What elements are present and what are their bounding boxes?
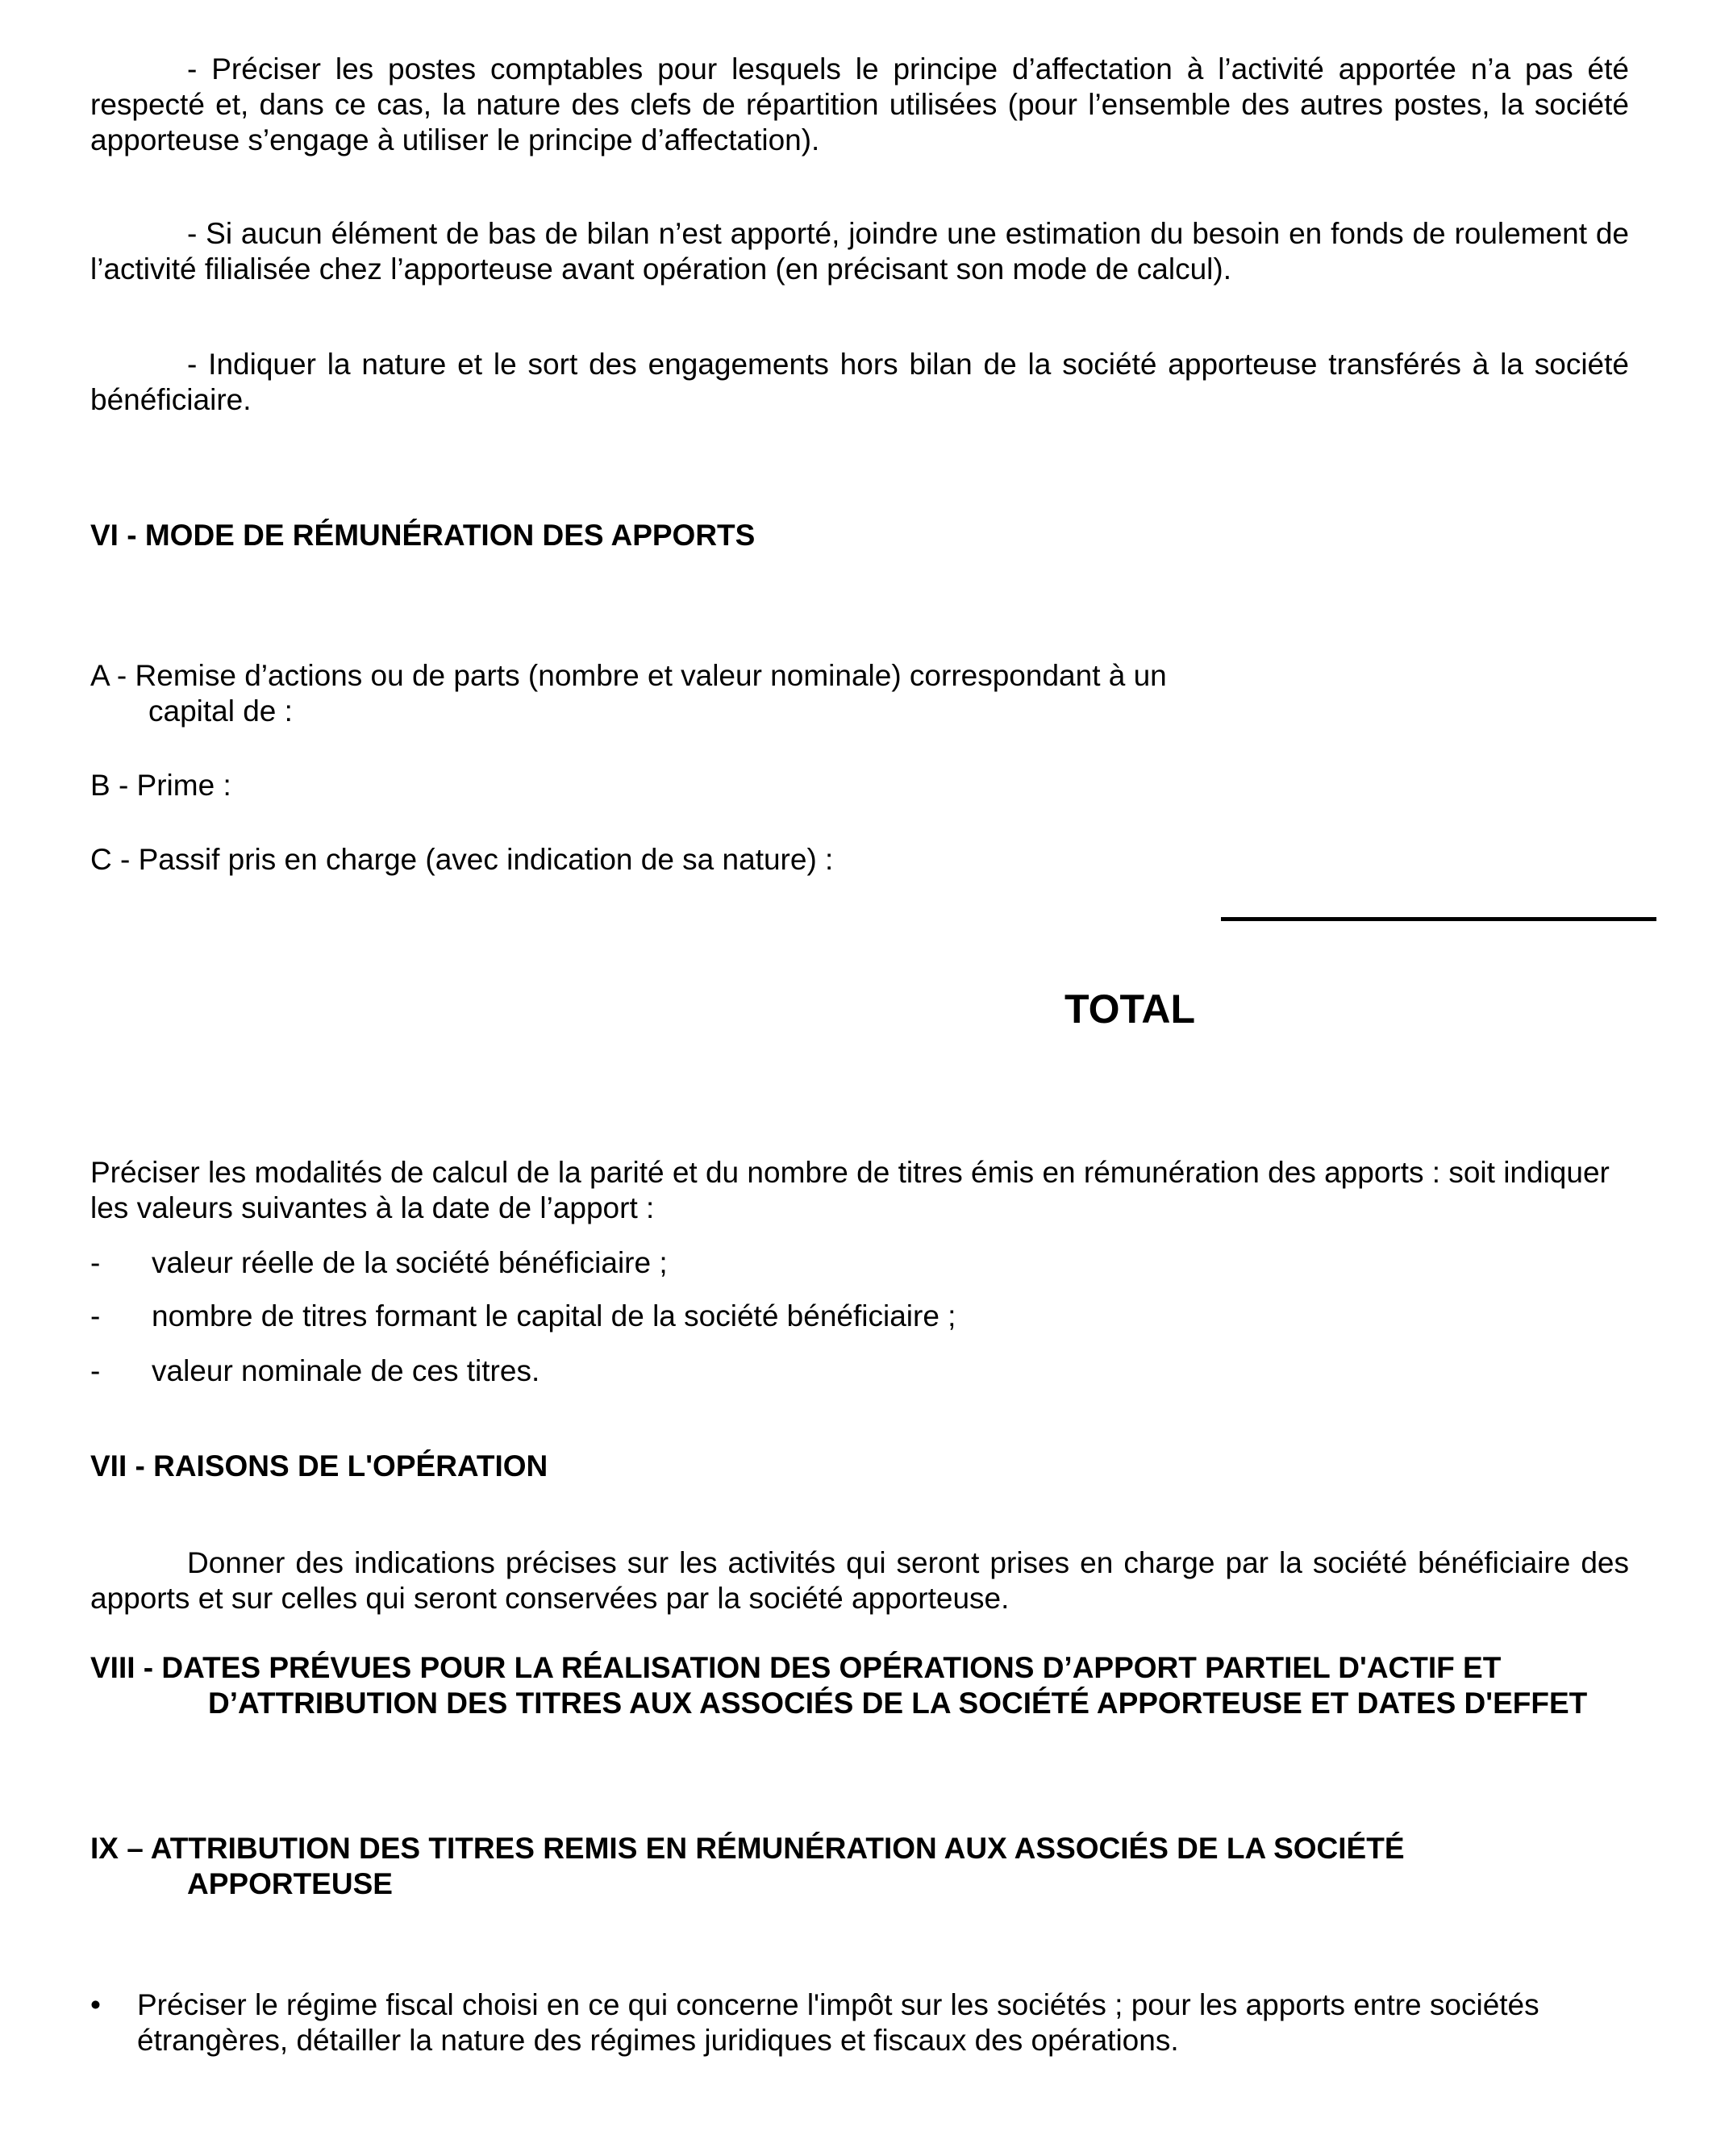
list-item-text: nombre de titres formant le capital de la société bénéficiaire ; bbox=[152, 1299, 956, 1332]
list-item-text: valeur réelle de la société bénéficiaire ; bbox=[152, 1246, 668, 1279]
section-ix-heading-line1: IX – ATTRIBUTION DES TITRES REMIS EN RÉMUNÉRATION AUX ASSOCIÉS DE LA SOCIÉTÉ bbox=[90, 1832, 1405, 1865]
bullet-icon: • bbox=[90, 1988, 101, 2021]
section-viii-heading-line1: VIII - DATES PRÉVUES POUR LA RÉALISATION DES OPÉRATIONS D’APPORT PARTIEL D'ACTIF ET bbox=[90, 1651, 1502, 1684]
section-viii-heading-line2: D’ATTRIBUTION DES TITRES AUX ASSOCIÉS DE LA SOCIÉTÉ APPORTEUSE ET DATES D'EFFET bbox=[208, 1687, 1588, 1720]
parity-paragraph: Préciser les modalités de calcul de la parité et du nombre de titres émis en rémunération des apports : soit indiquer les valeurs suivantes à la date de l’apport : bbox=[90, 1156, 1610, 1224]
item-a-line2: capital de : bbox=[148, 694, 293, 728]
total-label: TOTAL bbox=[1064, 986, 1196, 1032]
section-vi-heading: VI - MODE DE RÉMUNÉRATION DES APPORTS bbox=[90, 519, 756, 552]
section-vii-heading: VII - RAISONS DE L'OPÉRATION bbox=[90, 1449, 548, 1483]
list-dash: - bbox=[90, 1354, 101, 1387]
paragraph-working-capital: - Si aucun élément de bas de bilan n’est apporté, joindre une estimation du besoin en fonds de roulement de l’activité filialisée chez l’apporteuse avant opération (en précisant son mode de calcul). bbox=[90, 217, 1629, 286]
paragraph-accounting-posts: - Préciser les postes comptables pour lesquels le principe d’affectation à l’activité apportée n’a pas été respecté et, dans ce cas, la nature des clefs de répartition utilisées (pour l’ensemble des autres postes, la société apporteuse s’engage à utiliser le principe d’affectation). bbox=[90, 52, 1629, 156]
total-rule bbox=[1221, 917, 1656, 921]
list-dash: - bbox=[90, 1246, 101, 1279]
item-b-prime: B - Prime : bbox=[90, 769, 231, 802]
list-dash: - bbox=[90, 1299, 101, 1332]
item-c-passif: C - Passif pris en charge (avec indication de sa nature) : bbox=[90, 843, 834, 876]
section-ix-heading-line2: APPORTEUSE bbox=[187, 1867, 393, 1900]
section-vii-paragraph: Donner des indications précises sur les activités qui seront prises en charge par la société bénéficiaire des apports et sur celles qui seront conservées par la société apporteuse. bbox=[90, 1546, 1629, 1615]
fiscal-regime-text: Préciser le régime fiscal choisi en ce qui concerne l'impôt sur les sociétés ; pour les apports entre sociétés étrangères, détailler la nature des régimes juridiques et fiscaux des opérations. bbox=[137, 1988, 1539, 2057]
list-item-text: valeur nominale de ces titres. bbox=[152, 1354, 540, 1387]
fiscal-regime-bullet-item bbox=[90, 1987, 1629, 2058]
item-a-line1: A - Remise d’actions ou de parts (nombre et valeur nominale) correspondant à un bbox=[90, 659, 1167, 692]
paragraph-off-balance: - Indiquer la nature et le sort des engagements hors bilan de la société apporteuse transférés à la société bénéficiaire. bbox=[90, 348, 1629, 416]
